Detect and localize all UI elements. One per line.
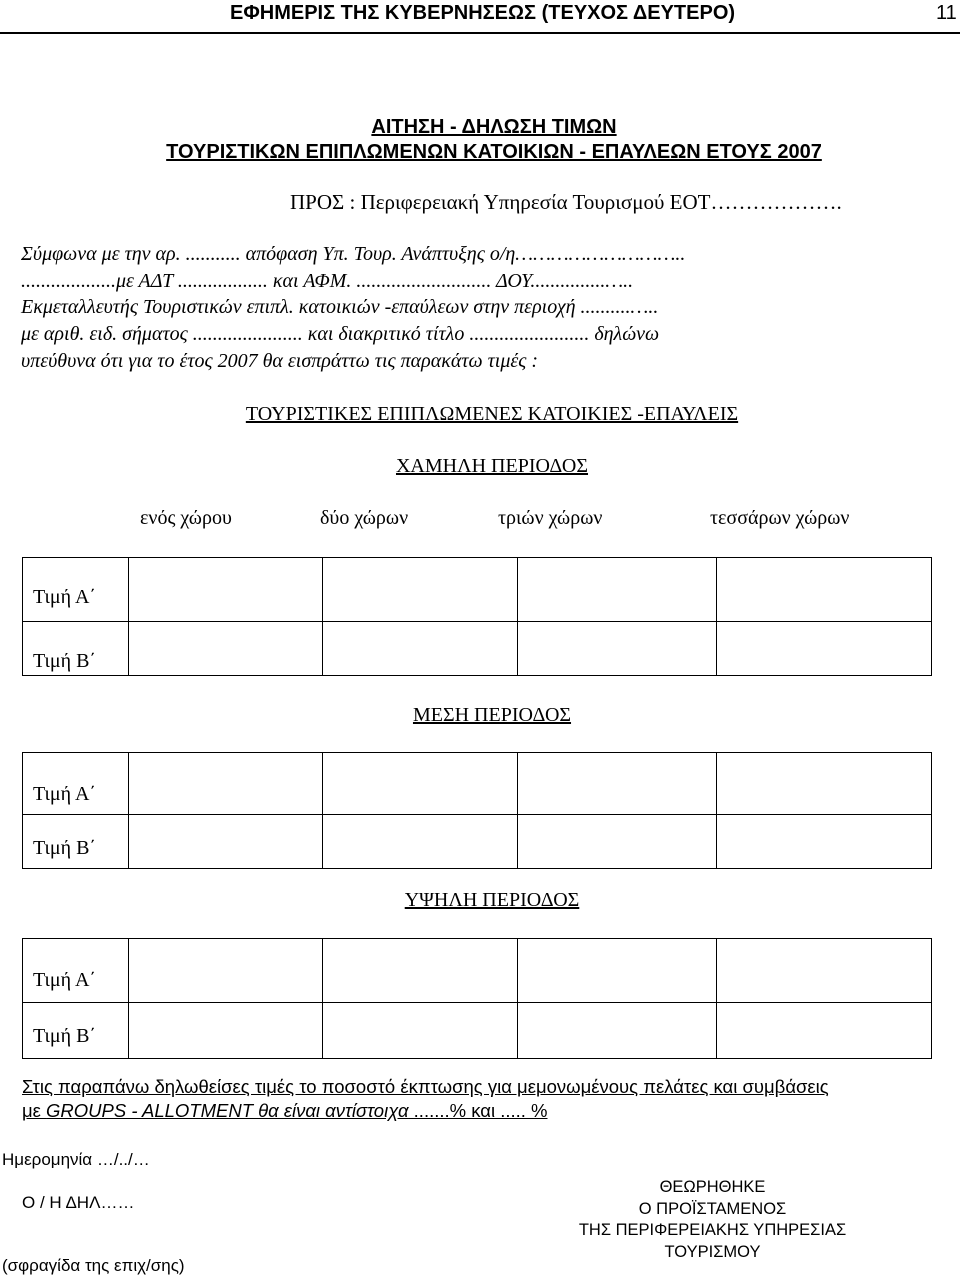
row-label-cell bbox=[23, 815, 129, 869]
row-label-cell bbox=[23, 753, 129, 815]
body-line-3: Εκμεταλλευτής Τουριστικών επιπλ. κατοικιών -επαύλεων στην περιοχή ..........….. bbox=[21, 296, 659, 318]
running-header-title: ΕΦΗΜΕΡΙΣ ΤΗΣ ΚΥΒΕΡΝΗΣΕΩΣ (ΤΕΥΧΟΣ ΔΕΥΤΕΡΟ) bbox=[230, 2, 736, 24]
period-heading-low: ΧΑΜΗΛΗ ΠΕΡΙΟΔΟΣ bbox=[395, 455, 589, 477]
price-cell-three-rooms[interactable] bbox=[517, 753, 717, 815]
price-cell-four-rooms[interactable] bbox=[717, 753, 932, 815]
row-label-price-b: Τιμή Β΄ bbox=[33, 1025, 97, 1047]
period-heading-high: ΥΨΗΛΗ ΠΕΡΙΟΔΟΣ bbox=[404, 889, 580, 911]
price-cell-three-rooms[interactable] bbox=[517, 622, 717, 676]
column-header-four-rooms: τεσσάρων χώρων bbox=[710, 507, 850, 529]
price-cell-two-rooms[interactable] bbox=[323, 815, 518, 869]
stamp-caption: (σφραγίδα της επιχ/σης) bbox=[2, 1256, 185, 1275]
category-heading: ΤΟΥΡΙΣΤΙΚΕΣ ΕΠΙΠΛΩΜΕΝΕΣ ΚΑΤΟΙΚΙΕΣ -ΕΠΑΥΛΕΙΣ bbox=[245, 403, 739, 425]
price-cell-four-rooms[interactable] bbox=[717, 622, 932, 676]
row-label-cell bbox=[23, 622, 129, 676]
declarant-line: Ο / Η ΔΗΛ…… bbox=[22, 1193, 135, 1212]
doc-title-line2: ΤΟΥΡΙΣΤΙΚΩΝ ΕΠΙΠΛΩΜΕΝΩΝ ΚΑΤΟΙΚΙΩΝ - ΕΠΑΥΛΕΩΝ ΕΤΟΥΣ 2007 bbox=[166, 141, 822, 163]
body-line-2: ...................με ΑΔΤ .................. και ΑΦΜ. ........................... ΔΟΥ...............….. bbox=[21, 270, 634, 292]
table-row bbox=[23, 622, 932, 676]
price-cell-one-room[interactable] bbox=[128, 622, 323, 676]
price-cell-one-room[interactable] bbox=[128, 815, 323, 869]
table-row bbox=[23, 1003, 932, 1059]
price-cell-three-rooms[interactable] bbox=[517, 558, 717, 622]
row-label-price-a: Τιμή Α΄ bbox=[33, 586, 97, 608]
price-cell-four-rooms[interactable] bbox=[717, 939, 932, 1003]
discount-note-prefix: με bbox=[22, 1100, 47, 1121]
price-table-high-season bbox=[22, 938, 932, 1059]
table-row bbox=[23, 558, 932, 622]
row-label-price-b: Τιμή Β΄ bbox=[33, 650, 97, 672]
table-row bbox=[23, 753, 932, 815]
page-number: 11 bbox=[936, 2, 957, 24]
row-label-cell bbox=[23, 939, 129, 1003]
discount-note-line2 bbox=[22, 1100, 548, 1122]
column-header-one-room: ενός χώρου bbox=[140, 507, 232, 529]
price-cell-one-room[interactable] bbox=[128, 1003, 323, 1059]
price-cell-four-rooms[interactable] bbox=[717, 1003, 932, 1059]
column-header-three-rooms: τριών χώρων bbox=[498, 507, 603, 529]
row-label-price-a: Τιμή Α΄ bbox=[33, 969, 97, 991]
price-cell-three-rooms[interactable] bbox=[517, 815, 717, 869]
price-cell-two-rooms[interactable] bbox=[323, 1003, 518, 1059]
body-line-1: Σύμφωνα με την αρ. ........... απόφαση Υπ. Τουρ. Ανάπτυξης ο/η……………………….. bbox=[21, 243, 686, 265]
price-cell-two-rooms[interactable] bbox=[323, 939, 518, 1003]
row-label-cell bbox=[23, 558, 129, 622]
price-cell-two-rooms[interactable] bbox=[323, 622, 518, 676]
addressee-line: ΠΡΟΣ : Περιφερειακή Υπηρεσία Τουρισμού ΕΟΤ………………. bbox=[290, 190, 842, 214]
price-cell-one-room[interactable] bbox=[128, 939, 323, 1003]
doc-title-line1: ΑΙΤΗΣΗ - ΔΗΛΩΣΗ ΤΙΜΩΝ bbox=[371, 116, 617, 138]
price-cell-one-room[interactable] bbox=[128, 558, 323, 622]
column-header-two-rooms: δύο χώρων bbox=[320, 507, 409, 529]
price-cell-three-rooms[interactable] bbox=[517, 1003, 717, 1059]
row-label-cell bbox=[23, 1003, 129, 1059]
price-cell-three-rooms[interactable] bbox=[517, 939, 717, 1003]
header-rule bbox=[0, 32, 960, 34]
row-label-price-a: Τιμή Α΄ bbox=[33, 783, 97, 805]
table-row bbox=[23, 815, 932, 869]
table-row bbox=[23, 939, 932, 1003]
price-table-low-season bbox=[22, 557, 932, 676]
price-cell-two-rooms[interactable] bbox=[323, 558, 518, 622]
price-table-mid-season bbox=[22, 752, 932, 869]
approval-line-1: ΘΕΩΡΗΘΗΚΕ bbox=[659, 1178, 766, 1196]
discount-note-line1: Στις παραπάνω δηλωθείσες τιμές το ποσοστό έκπτωσης για μεμονωμένους πελάτες και συμβάσεις bbox=[22, 1076, 829, 1097]
approval-line-3: ΤΗΣ ΠΕΡΙΦΕΡΕΙΑΚΗΣ ΥΠΗΡΕΣΙΑΣ bbox=[578, 1221, 847, 1239]
period-heading-mid: ΜΕΣΗ ΠΕΡΙΟΔΟΣ bbox=[412, 704, 572, 726]
price-cell-four-rooms[interactable] bbox=[717, 558, 932, 622]
price-cell-one-room[interactable] bbox=[128, 753, 323, 815]
discount-note-percentages: .......% και ..... % bbox=[408, 1100, 548, 1121]
body-line-5: υπεύθυνα ότι για το έτος 2007 θα εισπράττω τις παρακάτω τιμές : bbox=[21, 350, 539, 372]
price-cell-four-rooms[interactable] bbox=[717, 815, 932, 869]
approval-line-4: ΤΟΥΡΙΣΜΟΥ bbox=[664, 1243, 761, 1261]
row-label-price-b: Τιμή Β΄ bbox=[33, 837, 97, 859]
date-line: Ημερομηνία …/../… bbox=[2, 1150, 150, 1169]
price-cell-two-rooms[interactable] bbox=[323, 753, 518, 815]
approval-line-2: Ο ΠΡΟΪΣΤΑΜΕΝΟΣ bbox=[638, 1200, 787, 1218]
body-line-4: με αριθ. ειδ. σήματος ...................... και διακριτικό τίτλο ........................ δηλώνω bbox=[21, 323, 660, 345]
discount-note-groups: GROUPS - ALLOTMENT θα είναι αντίστοιχα bbox=[46, 1100, 409, 1121]
